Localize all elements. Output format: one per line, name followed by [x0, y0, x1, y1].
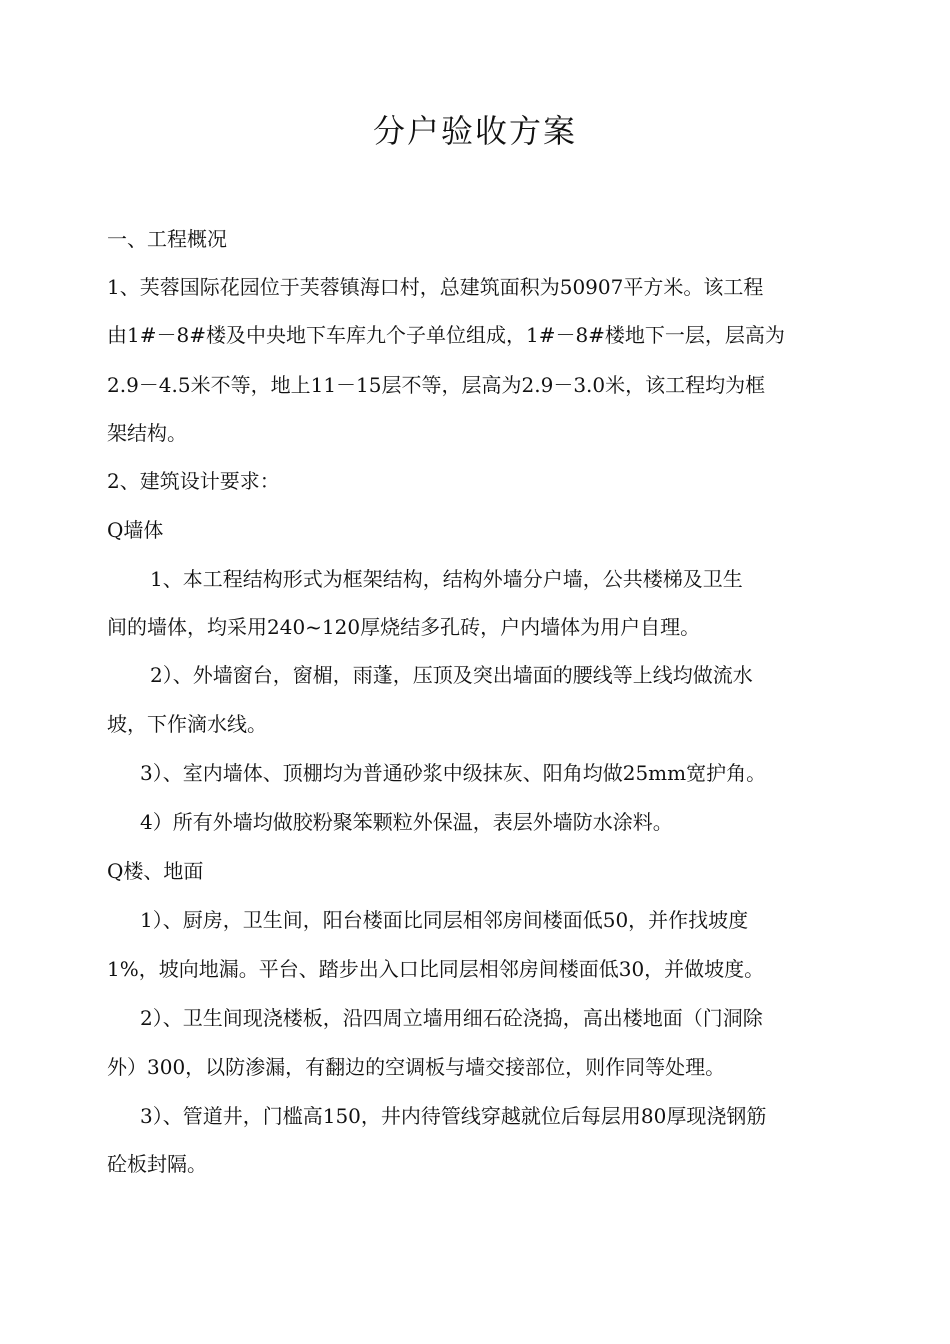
overview-line-1: 1、芙蓉国际花园位于芙蓉镇海口村，总建筑面积为50907平方米。该工程 [107, 275, 764, 299]
overview-line-3: 2.9－4.5米不等，地上11－15层不等，层高为2.9－3.0米，该工程均为框 [107, 373, 766, 397]
wall-heading: Q墙体 [107, 518, 164, 542]
design-heading: 2、建筑设计要求： [107, 469, 280, 493]
wall-item-2-line-2: 坡，下作滴水线。 [107, 712, 267, 736]
floor-item-1-line-2: 1%，坡向地漏。平台、踏步出入口比同层相邻房间楼面低30，并做坡度。 [107, 957, 765, 981]
overview-line-4: 架结构。 [107, 421, 187, 445]
floor-item-3-line-2: 砼板封隔。 [107, 1152, 207, 1176]
section-heading: 一、工程概况 [107, 227, 227, 251]
wall-item-1-line-1: 1、本工程结构形式为框架结构，结构外墙分户墙，公共楼梯及卫生 [150, 567, 743, 591]
floor-item-1-line-1: 1）、厨房，卫生间，阳台楼面比同层相邻房间楼面低50，并作找坡度 [140, 908, 749, 932]
wall-item-2-line-1: 2）、外墙窗台，窗楣，雨蓬，压顶及突出墙面的腰线等上线均做流水 [150, 663, 753, 687]
wall-item-3: 3）、室内墙体、顶棚均为普通砂浆中级抹灰、阳角均做25mm宽护角。 [140, 761, 767, 785]
page-title: 分户验收方案 [372, 112, 577, 150]
overview-line-2: 由1#－8#楼及中央地下车库九个子单位组成，1#－8#楼地下一层，层高为 [107, 323, 785, 347]
floor-item-2-line-2: 外）300，以防渗漏，有翻边的空调板与墙交接部位，则作同等处理。 [107, 1055, 726, 1079]
wall-item-4: 4）所有外墙均做胶粉聚笨颗粒外保温，表层外墙防水涂料。 [140, 810, 673, 834]
wall-item-1-line-2: 间的墙体，均采用240~120厚烧结多孔砖，户内墙体为用户自理。 [107, 615, 701, 639]
floor-heading: Q楼、地面 [107, 859, 204, 883]
floor-item-2-line-1: 2）、卫生间现浇楼板，沿四周立墙用细石砼浇捣，高出楼地面（门洞除 [140, 1006, 763, 1030]
floor-item-3-line-1: 3）、管道井，门槛高150，井内待管线穿越就位后每层用80厚现浇钢筋 [140, 1104, 767, 1128]
